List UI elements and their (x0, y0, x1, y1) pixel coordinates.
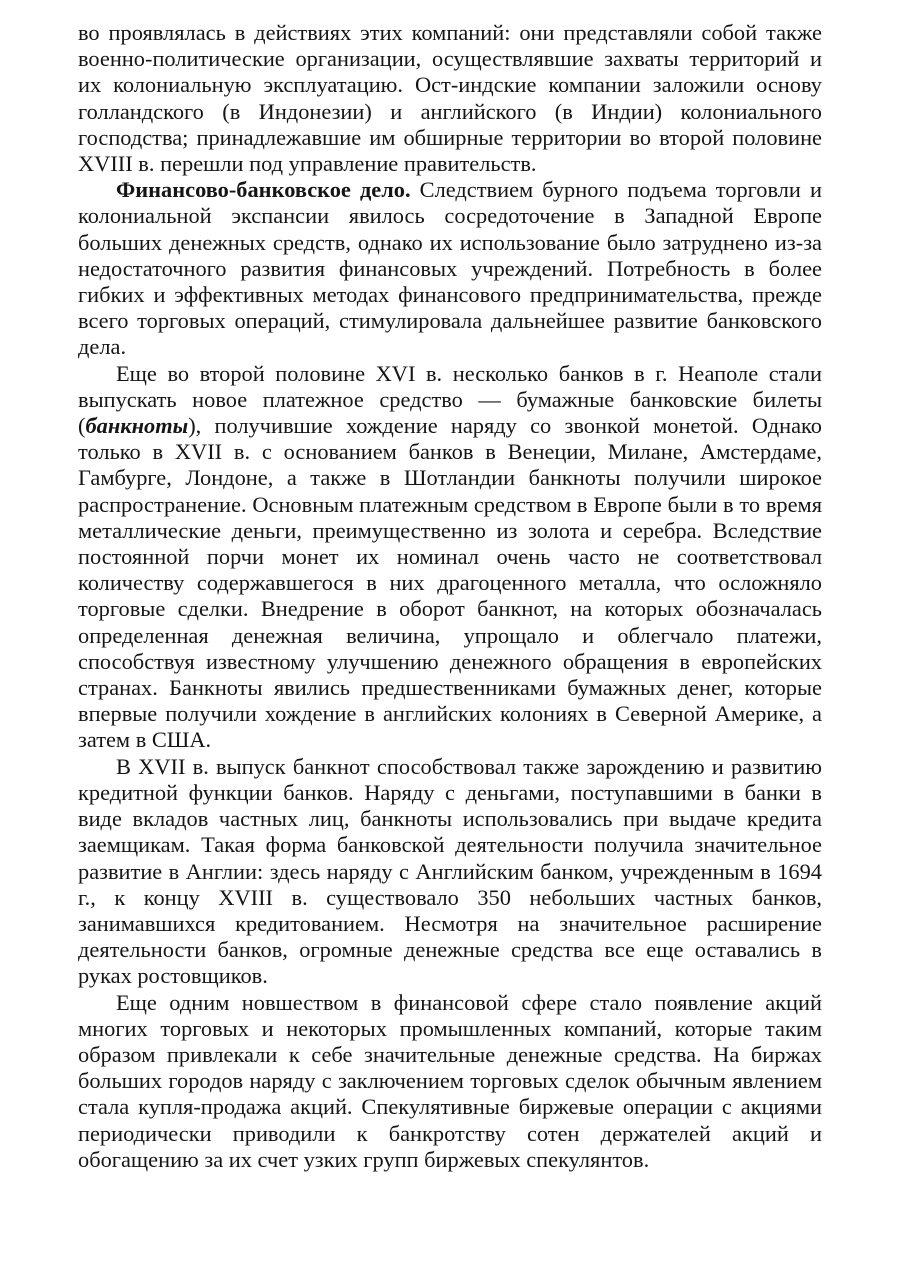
paragraph-text-before-term: Еще во второй половине XVI в. несколько банков в г. Неаполе стали выпускать новое платежное средство — бумажные банковские билеты ( (78, 360, 822, 439)
paragraph-text: В XVII в. выпуск банкнот способствовал также зарождению и развитию кредитной функции банков. Наряду с деньгами, поступавшими в банки в виде вкладов частных лиц, банкноты использовались при выдаче кредита заемщикам. Такая форма банковской деятельности получила значительное развитие в Англии: здесь наряду с Английским банком, учрежденным в 1694 г., к концу XVIII в. существовало 350 небольших частных банков, занимавшихся кредитованием. Несмотря на значительное расширение деятельности банков, огромные денежные средства все еще оставались в руках ростовщиков. (78, 753, 822, 989)
paragraph-shares (78, 990, 822, 1173)
paragraph-text-after-term: ), получившие хождение наряду со звонкой монетой. Однако только в XVII в. с основанием банков в Венеции, Милане, Амстердаме, Гамбурге, Лондоне, а также в Шотландии банкноты получили широкое распространение. Основным платежным средством в Европе были в то время металлические деньги, преимущественно из золота и серебра. Вследствие постоянной порчи монет их номинал очень часто не соответствовал количеству содержавшегося в них драгоценного металла, что осложняло торговые сделки. Внедрение в оборот банкнот, на которых обозначалась определенная денежная величина, упрощало и облегчало платежи, способствуя известному улучшению денежного обращения в европейских странах. Банкноты явились предшественниками бумажных денег, которые впервые получили хождение в английских колониях в Северной Америке, а затем в США. (78, 413, 822, 753)
paragraph-banknotes (78, 361, 822, 754)
term-banknotes: банкноты (85, 413, 189, 439)
paragraph-finance-banking (78, 177, 822, 360)
paragraph-text: Следствием бурного подъема торговли и колониальной экспансии явилось сосредоточение в Западной Европе больших денежных средств, однако их использование было затруднено из-за недостаточного развития финансовых учреждений. Потребность в более гибких и эффективных методах финансового предпринимательства, прежде всего торговых операций, стимулировала дальнейшее развитие банковского дела. (78, 177, 822, 360)
paragraph-text: Еще одним новшеством в финансовой сфере стало появление акций многих торговых и некоторых промышленных компаний, которые таким образом привлекали к себе значительные денежные средства. На биржах больших городов наряду с заключением торговых сделок обычным явлением стала купля-продажа акций. Спекулятивные биржевые операции с акциями периодически приводили к банкротству сотен держателей акций и обогащению за их счет узких групп биржевых спекулянтов. (78, 989, 822, 1172)
paragraph-continuation (78, 20, 822, 177)
section-heading: Финансово-банковское дело. (116, 177, 411, 203)
paragraph-text: во проявлялась в действиях этих компаний: они представляли собой также военно-политические организации, осуществлявшие захваты территорий и их колониальную эксплуатацию. Ост-индские компании заложили основу голландского (в Индонезии) и английского (в Индии) колониального господства; принадлежавшие им обширные территории во второй половине XVIII в. перешли под управление правительств. (78, 20, 822, 177)
paragraph-credit-function (78, 754, 822, 990)
page-text-column (78, 20, 822, 1173)
